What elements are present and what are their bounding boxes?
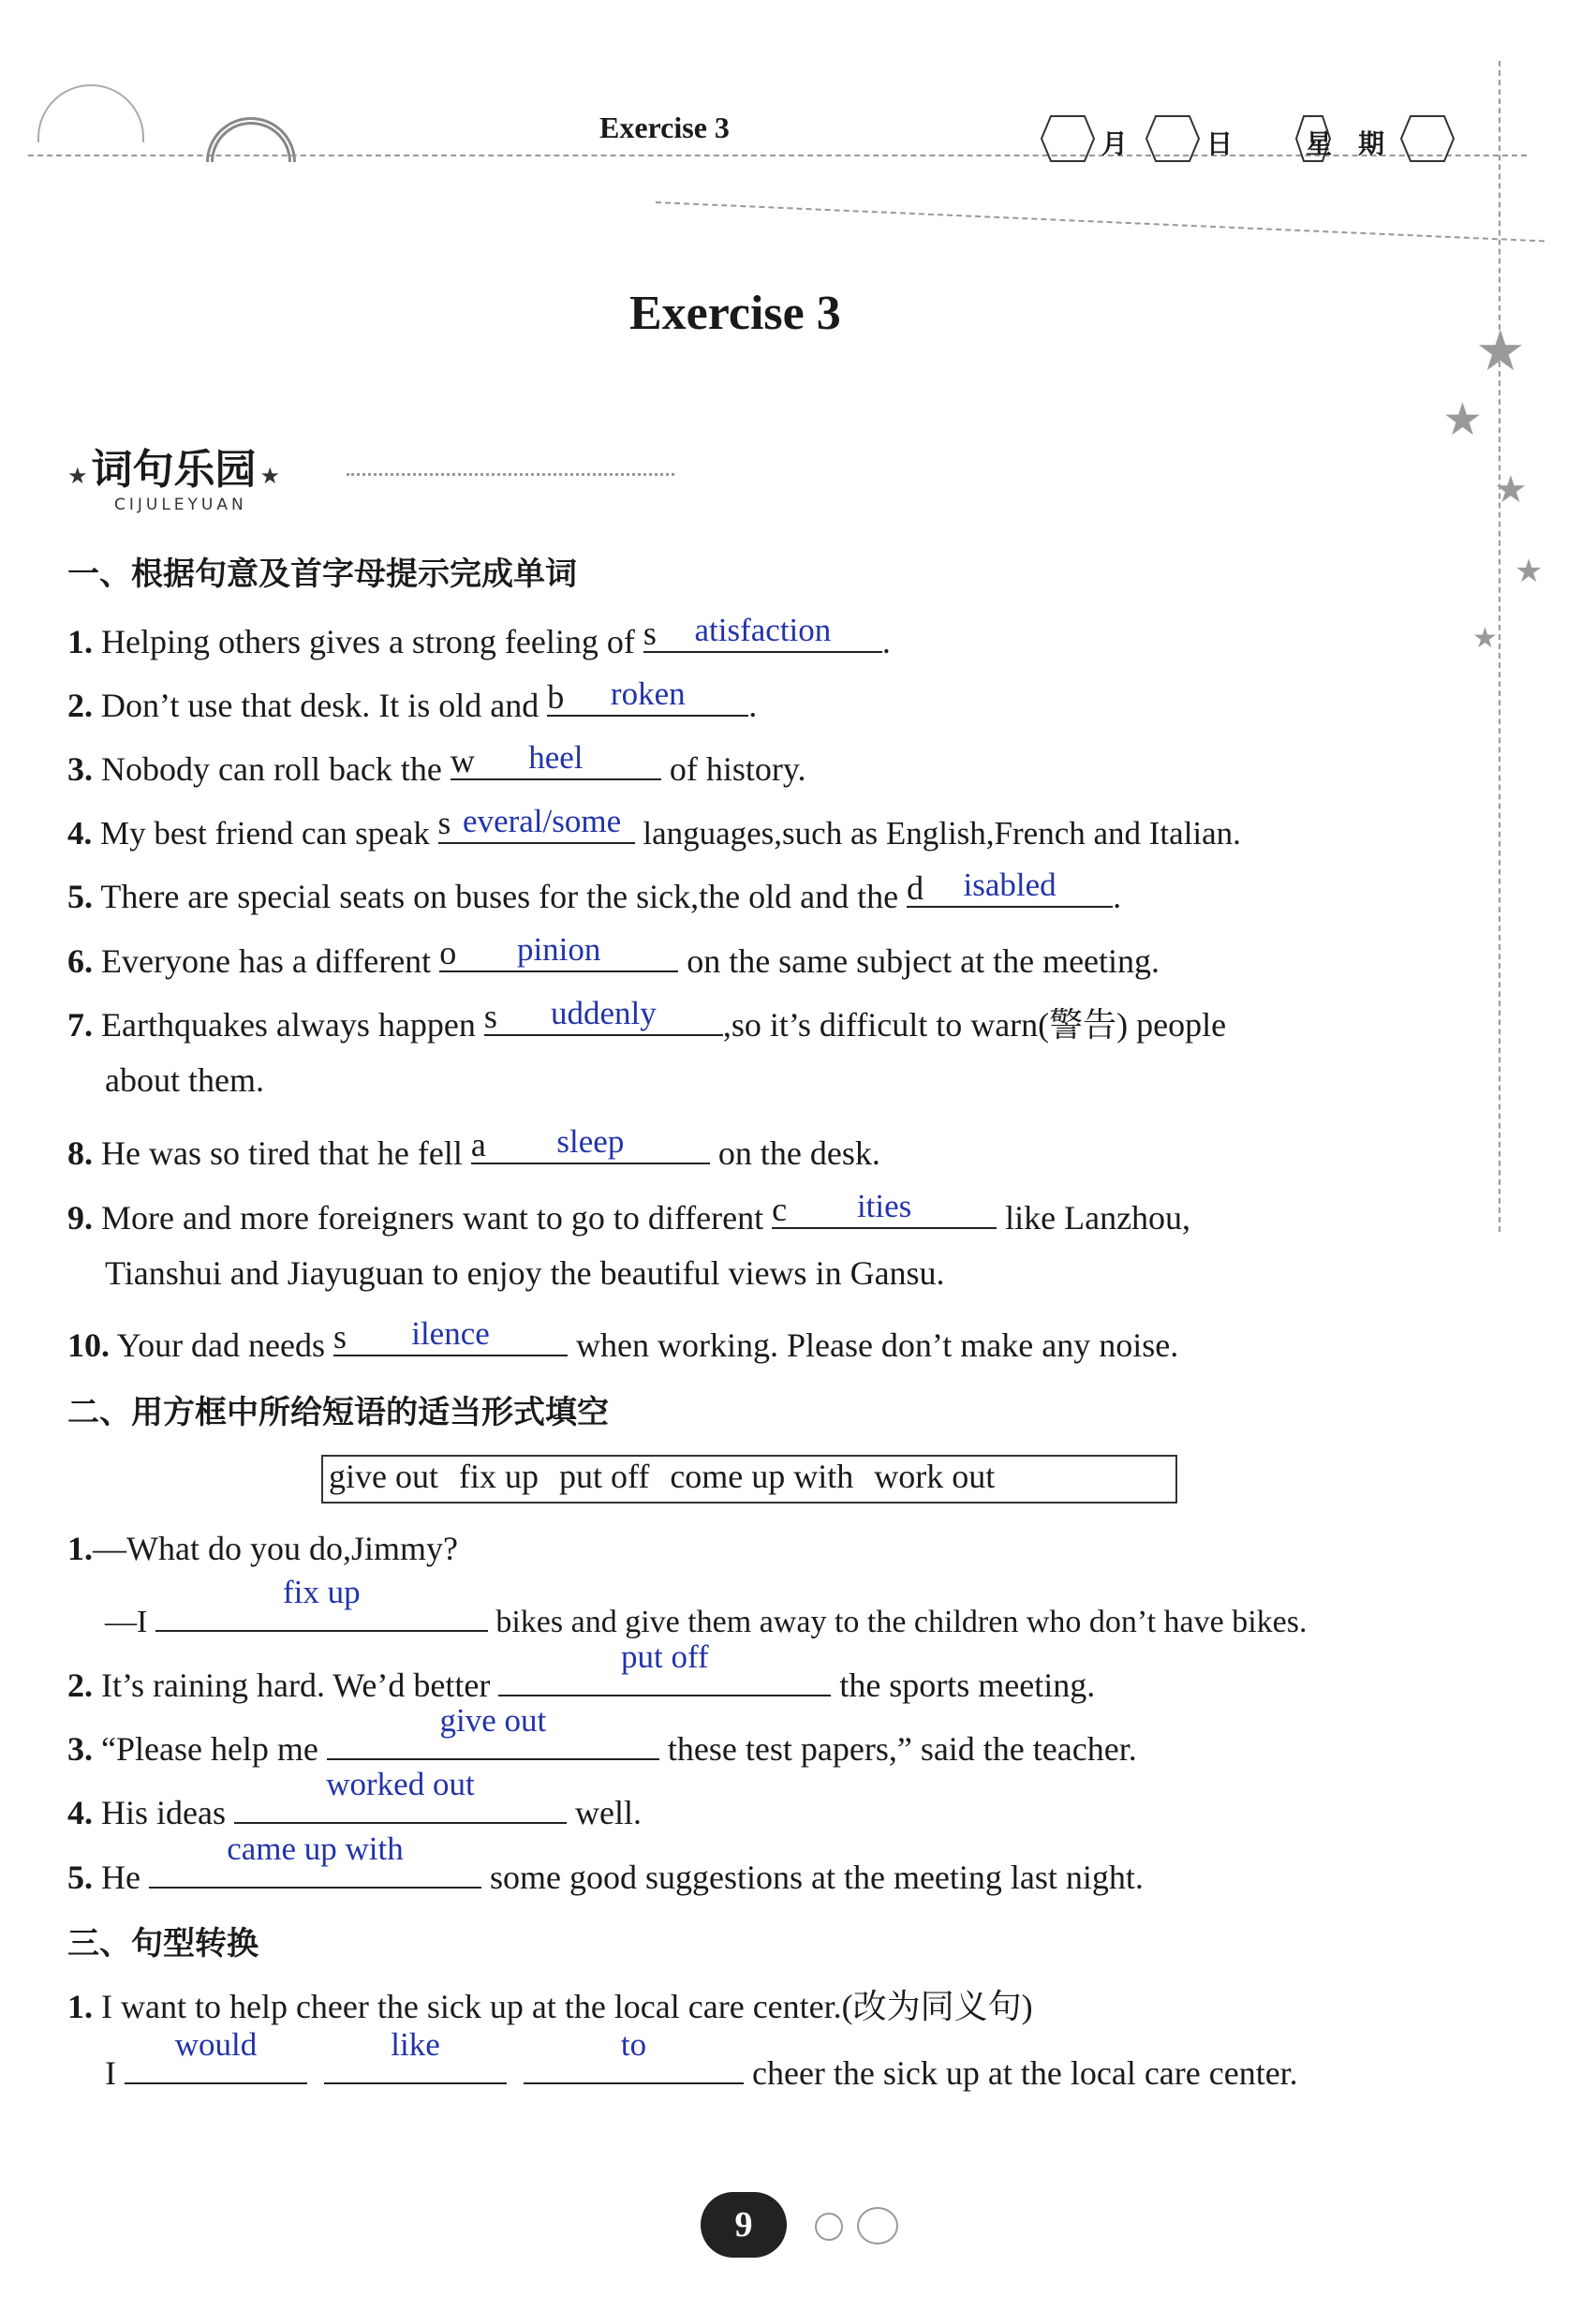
question-2-3: 3. “Please help me give out these test papers,” said the teacher. <box>67 1702 1137 1768</box>
star-icon: ★ <box>1442 393 1484 446</box>
question-1-3: 3. Nobody can roll back the w heel of history. <box>67 739 806 788</box>
phrase: fix up <box>458 1458 539 1495</box>
question-2-1-answer-line: —I fix up bikes and give them away to the children who don’t have bikes. <box>105 1574 1308 1639</box>
hex-field[interactable] <box>1399 114 1456 163</box>
question-2-4: 4. His ideas worked out well. <box>67 1766 642 1831</box>
question-3-1-answer-line: I would like to cheer the sick up at the local care center. <box>105 2026 1298 2092</box>
answer-blank[interactable]: to <box>524 2045 744 2084</box>
question-1-10: 10. Your dad needs s ilence when working. Please don’t make any noise. <box>67 1315 1179 1364</box>
question-1-6: 6. Everyone has a different o pinion on the same subject at the meeting. <box>67 931 1160 980</box>
question-1-1: 1. Helping others gives a strong feeling of s atisfaction . <box>67 612 891 660</box>
phrase: work out <box>874 1458 996 1495</box>
section-2-heading: 二、用方框中所给短语的适当形式填空 <box>67 1394 609 1431</box>
circle-decoration <box>857 2207 898 2244</box>
question-2-5: 5. He came up with some good suggestions at the meeting last night. <box>67 1830 1144 1896</box>
day-label: 日 <box>1206 128 1234 159</box>
question-2-2: 2. It’s raining hard. We’d better put off the sports meeting. <box>67 1638 1096 1704</box>
answer-blank[interactable]: s atisfaction <box>643 614 882 653</box>
question-1-2: 2. Don’t use that desk. It is old and b roken . <box>67 675 758 724</box>
margin-dashed-line <box>1499 61 1500 1232</box>
section-1-heading: 一、根据句意及首字母提示完成单词 <box>67 556 577 593</box>
answer-blank[interactable]: d isabled <box>907 868 1113 908</box>
phrase: give out <box>329 1458 438 1495</box>
circle-decoration <box>815 2213 843 2241</box>
badge-dotted-line <box>347 473 674 476</box>
cloud-icon <box>37 84 144 142</box>
rainbow-icon <box>206 117 296 162</box>
phrase: come up with <box>670 1458 854 1495</box>
question-3-1: 1. I want to help cheer the sick up at the local care center.(改为同义句) <box>67 1988 1033 2025</box>
badge-title: 词句乐园 <box>91 446 257 494</box>
question-1-9-cont: Tianshui and Jiayuguan to enjoy the beautiful views in Gansu. <box>105 1254 945 1292</box>
section-3-heading: 三、句型转换 <box>67 1925 259 1963</box>
answer-blank[interactable]: s uddenly <box>484 997 723 1036</box>
question-1-5: 5. There are special seats on buses for the sick,the old and the d isabled . <box>67 867 1122 915</box>
question-1-8: 8. He was so tired that he fell a sleep on the desk. <box>67 1123 880 1172</box>
phrase: put off <box>558 1458 650 1495</box>
badge-pinyin: CIJULEYUAN <box>114 496 247 514</box>
answer-blank[interactable]: give out <box>327 1721 659 1760</box>
answer-blank[interactable]: o pinion <box>439 933 678 972</box>
page-title: Exercise 3 <box>629 287 841 340</box>
hex-field[interactable] <box>1145 114 1201 163</box>
answer-blank[interactable]: worked out <box>234 1785 567 1824</box>
star-icon: ★ <box>1475 319 1526 384</box>
answer-blank[interactable]: a sleep <box>471 1125 710 1164</box>
answer-blank[interactable]: fix up <box>155 1593 488 1632</box>
answer-blank[interactable]: like <box>324 2045 507 2084</box>
week-label-2: 期 <box>1358 128 1385 159</box>
header-title: Exercise 3 <box>599 111 730 144</box>
answer-blank[interactable]: came up with <box>149 1849 481 1889</box>
answer-blank[interactable]: c ities <box>772 1190 997 1229</box>
answer-blank[interactable]: s everal/some <box>438 805 635 844</box>
hex-field[interactable] <box>1040 114 1096 163</box>
answer-blank[interactable]: b roken <box>547 677 748 717</box>
star-icon: ★ <box>67 463 88 489</box>
star-icon: ★ <box>1494 468 1528 511</box>
question-1-4: 4. My best friend can speak s everal/some languages,such as English,French and Italian. <box>67 803 1241 852</box>
date-fields <box>1040 114 1461 163</box>
star-icon: ★ <box>1515 553 1544 590</box>
star-icon: ★ <box>259 463 281 489</box>
month-label: 月 <box>1101 128 1129 159</box>
phrase-box <box>321 1455 1177 1504</box>
answer-blank[interactable]: would <box>125 2045 307 2084</box>
answer-blank[interactable]: w heel <box>451 741 661 780</box>
question-1-9: 9. More and more foreigners want to go to different c ities like Lanzhou, <box>67 1188 1191 1237</box>
page-number: 9 <box>701 2192 787 2258</box>
question-2-1: 1.—What do you do,Jimmy? <box>67 1530 458 1567</box>
header-divider-slant <box>656 201 1544 242</box>
star-icon: ★ <box>1472 622 1498 655</box>
answer-blank[interactable]: s ilence <box>333 1317 568 1356</box>
question-1-7-cont: about them. <box>105 1061 264 1099</box>
week-label-1: 星 <box>1306 128 1333 159</box>
answer-blank[interactable]: put off <box>498 1657 831 1696</box>
question-1-7: 7. Earthquakes always happen s uddenly ,so it’s difficult to warn(警告) people <box>67 995 1227 1044</box>
section-badge <box>67 436 280 514</box>
